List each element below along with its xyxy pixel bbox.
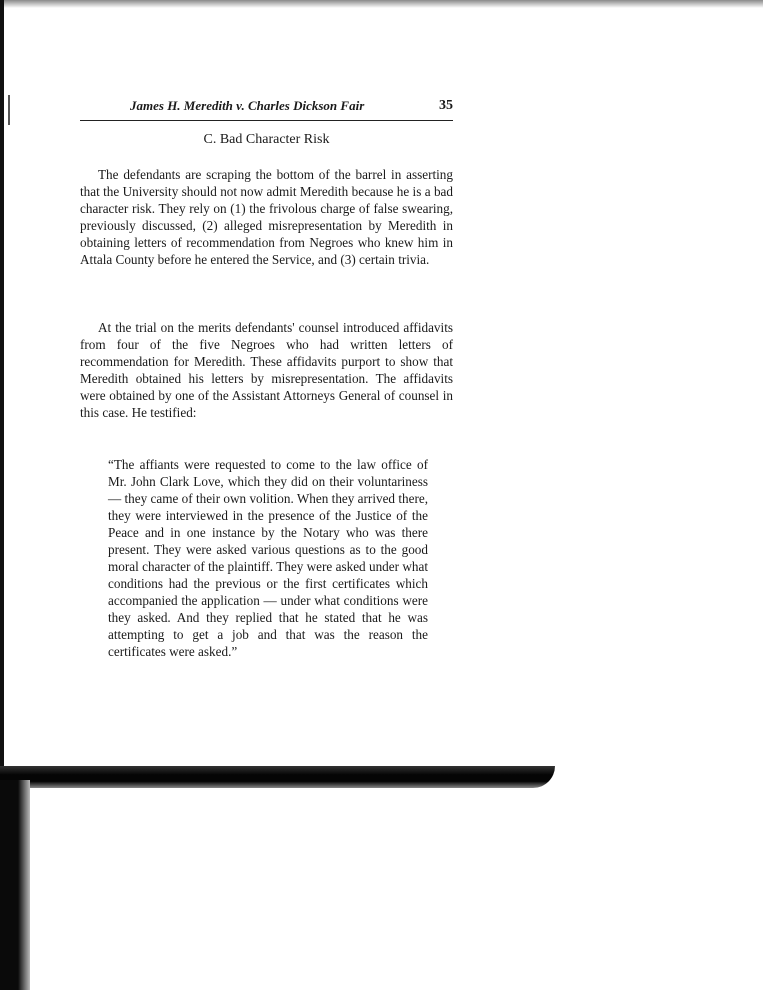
running-head: James H. Meredith v. Charles Dickson Fair <box>130 98 365 113</box>
scan-page-bottom-edge <box>0 766 555 788</box>
scan-left-mark <box>8 95 10 125</box>
block-quote: “The affiants were requested to come to the law office of Mr. John Clark Love, which they did on their voluntariness — they came of their own volition. When they arrived there, they were interviewed in the presence of the Justice of the Peace and in one instance by the Notary who was there present. They were asked various questions as to the good moral character of the plaintiff. They were asked under what conditions had the previous or the first certificates which accompanied the application — under what conditions were they asked. And they replied that he stated that he was attempting to get a job and that was the reason the certificates were asked.” <box>108 457 428 659</box>
scan-lower-left-shadow <box>0 780 30 990</box>
section-title: C. Bad Character Risk <box>203 132 330 147</box>
page-header <box>80 98 453 121</box>
scan-top-edge <box>0 0 763 8</box>
body-paragraph-1: The defendants are scraping the bottom of the barrel in asserting that the University should not now admit Meredith because he is a bad character risk. They rely on (1) the frivolous charge of false swearing, previously discussed, (2) alleged misrepresentation by Meredith in obtaining letters of recommendation from Negroes who knew him in Attala County before he entered the Service, and (3) certain trivia. <box>80 167 453 267</box>
scan-left-edge <box>0 0 4 770</box>
page-number: 35 <box>439 98 453 113</box>
body-paragraph-2: At the trial on the merits defendants' counsel introduced affidavits from four of the five Negroes who had written letters of recommendation for Meredith. These affidavits purport to show that Meredith obtained his letters by misrepresentation. The affidavits were obtained by one of the Assistant Attorneys General of counsel in this case. He testified: <box>80 320 453 420</box>
